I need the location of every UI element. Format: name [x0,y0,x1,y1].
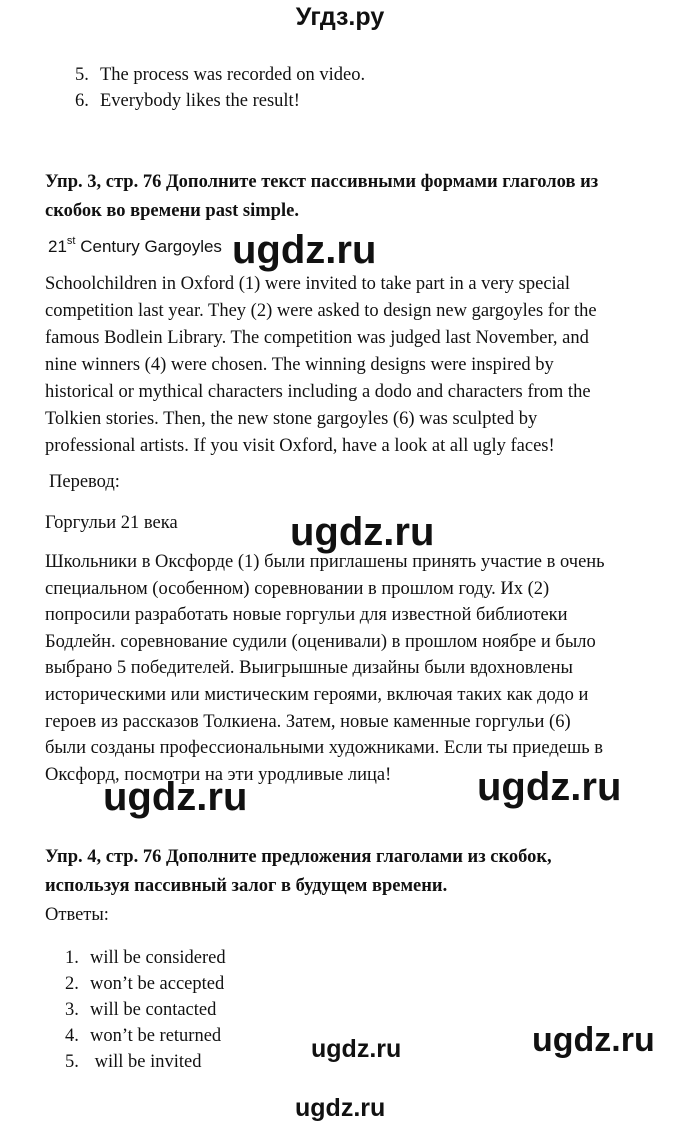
heading-line: используя пассивный залог в будущем времени. [45,876,448,896]
english-text [45,271,597,460]
title-superscript: st [66,235,76,247]
text-line: historical or mythical characters including a dodo and characters from the [45,382,591,402]
answer-text: will be invited [90,1052,202,1072]
title-number: 21 [48,237,67,256]
title-rest: Century Gargoyles [75,237,222,256]
list-number: 6. [75,91,89,111]
answer-text: will be considered [90,948,226,968]
translation-line: Оксфорд, посмотри на эти уродливые лица! [45,764,392,785]
watermark: ugdz.ru [311,1035,402,1063]
answer-number: 5. [65,1052,79,1072]
answers-label: Ответы: [45,905,109,925]
translation-line: Школьники в Оксфорде (1) были приглашены принять участие в очень [45,552,605,572]
translation-line: попросили разработать новые горгульи для известной библиотеки [45,605,568,626]
list-text: The process was recorded on video. [100,65,366,85]
text-line: Tolkien stories. Then, the new stone gargoyles (6) was sculpted by [45,409,538,429]
answer-item [65,1023,221,1049]
answer-number: 4. [65,1026,79,1046]
answer-item [65,997,216,1023]
text-line: professional artists. If you visit Oxford, have a look at all ugly faces! [45,436,555,456]
heading-line: скобок во времени past simple. [45,201,299,221]
site-header: Угдз.ру [295,3,385,31]
russian-translation [45,549,605,788]
translation-label: Перевод: [49,472,120,492]
watermark: ugdz.ru [477,765,622,809]
text-line: famous Bodlein Library. The competition was judged last November, and [45,328,589,348]
answer-number: 1. [65,948,79,968]
answer-item [65,945,226,971]
answer-number: 3. [65,1000,79,1020]
answer-text: will be contacted [90,1000,217,1020]
translation-line: Бодлейн. соревнование судили (оценивали) в прошлом ноябре и было [45,631,596,652]
list-item [75,88,300,114]
answer-item [65,1049,202,1075]
list-item [75,62,365,88]
watermark: ugdz.ru [532,1021,655,1059]
watermark: ugdz.ru [232,228,377,272]
text-title [48,237,222,257]
list-text: Everybody likes the result! [100,91,300,111]
answer-text: won’t be returned [90,1026,222,1046]
exercise3-heading [45,168,598,226]
translation-line: были созданы профессиональными художниками. Если ты приедешь в [45,738,604,759]
watermark: ugdz.ru [103,775,248,819]
translation-title: Горгульи 21 века [45,513,178,533]
watermark: ugdz.ru [290,510,435,554]
translation-line: специальном (особенном) соревновании в прошлом году. Их (2) [45,578,550,599]
text-line: nine winners (4) were chosen. The winning designs were inspired by [45,355,554,375]
watermark: ugdz.ru [295,1094,386,1122]
exercise4-heading [45,843,552,901]
translation-line: выбрано 5 победителей. Выигрышные дизайны были вдохновлены [45,658,573,679]
translation-line: героев из рассказов Толкиена. Затем, новые каменные горгульи (6) [45,711,571,732]
heading-line: Упр. 3, стр. 76 Дополните текст пассивными формами глаголов из [45,172,599,192]
answer-number: 2. [65,974,79,994]
list-number: 5. [75,65,89,85]
text-line: competition last year. They (2) were asked to design new gargoyles for the [45,301,597,321]
heading-line: Упр. 4, стр. 76 Дополните предложения глаголами из скобок, [45,847,552,867]
translation-line: историческими или мистическим героями, включая таких как додо и [45,684,589,705]
text-line: Schoolchildren in Oxford (1) were invited to take part in a very special [45,274,571,294]
answer-item [65,971,224,997]
answer-text: won’t be accepted [90,974,225,994]
